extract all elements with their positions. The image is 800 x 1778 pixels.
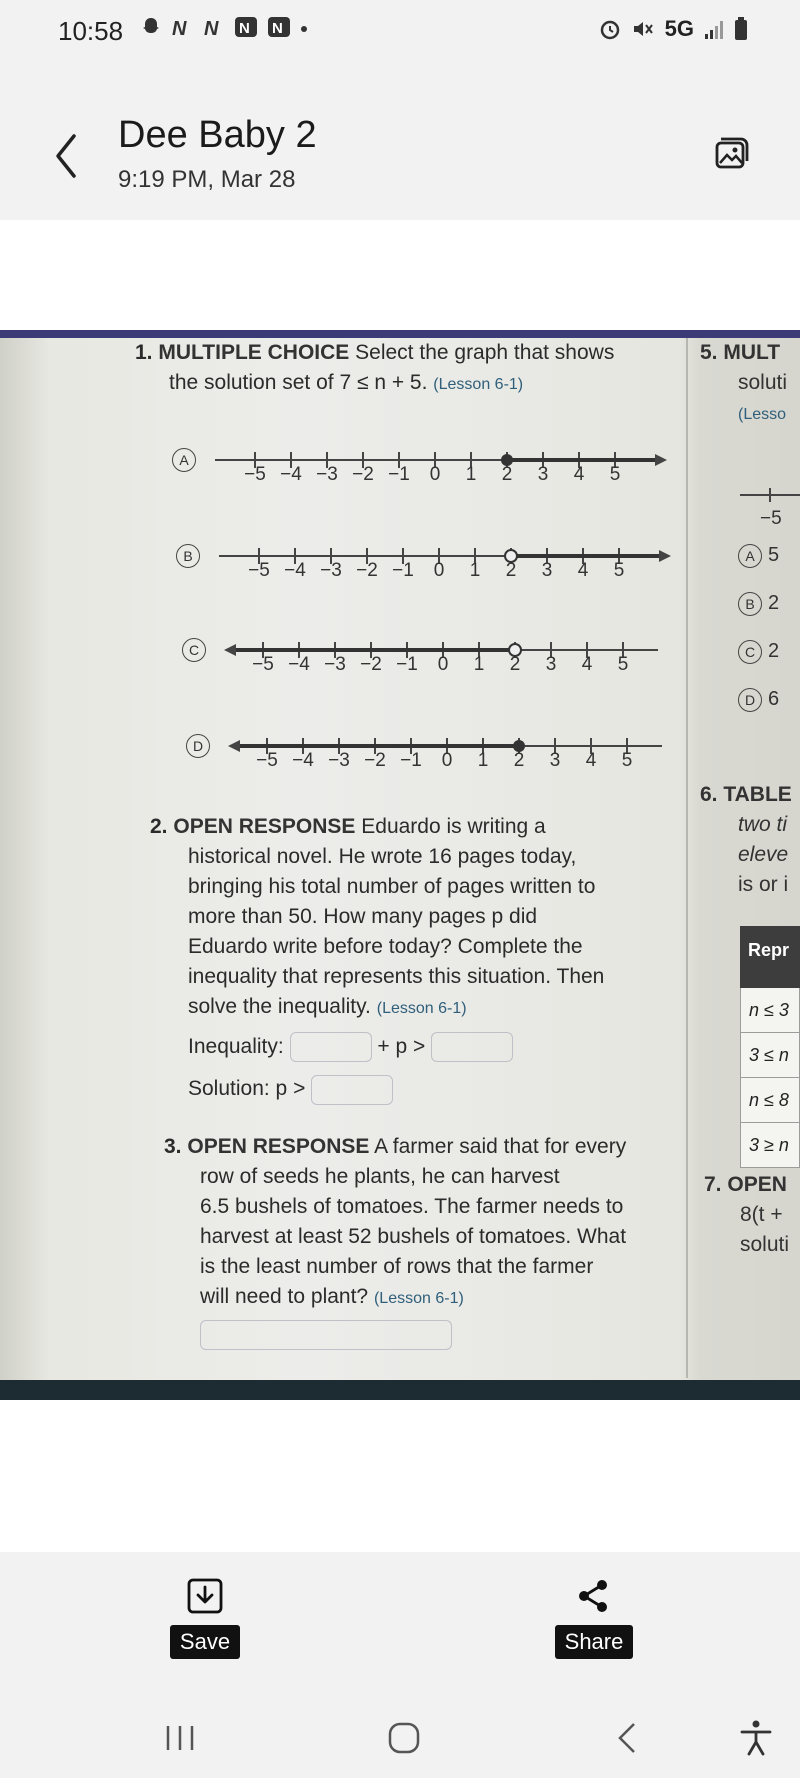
q6-table <box>740 926 800 1168</box>
photo-top-band <box>0 330 800 338</box>
question-kind: OPEN RESPONSE <box>187 1135 370 1158</box>
news-icon <box>170 16 194 38</box>
table-row[interactable]: n ≤ 8 <box>740 1078 800 1123</box>
bottom-action-bar <box>0 1552 800 1778</box>
gallery-icon[interactable] <box>710 134 750 174</box>
download-icon <box>185 1576 225 1616</box>
system-icons <box>599 16 748 42</box>
question-text: Select the graph that shows <box>355 341 615 364</box>
question-1 <box>135 338 675 400</box>
question-text: A farmer said that for every <box>374 1135 627 1158</box>
contact-name: Dee Baby 2 <box>118 114 317 156</box>
photo-bottom-band <box>0 1380 800 1400</box>
lesson-ref: (Lesson 6-1) <box>433 376 524 393</box>
system-nav-bar <box>0 1702 800 1778</box>
table-row[interactable]: 3 ≤ n <box>740 1033 800 1078</box>
table-row[interactable]: n ≤ 3 <box>740 988 800 1033</box>
worksheet-photo <box>0 330 800 1400</box>
question-text: is the least number of rows that the farmer <box>200 1255 594 1278</box>
tick-labels-d: −5 −4 −3 −2 −1 0 1 2 3 4 5 <box>256 750 633 771</box>
recent-apps-icon[interactable] <box>158 1716 202 1760</box>
choice-b-marker[interactable]: B <box>176 544 200 568</box>
table-row[interactable]: 3 ≥ n <box>740 1123 800 1168</box>
tick-labels-c: −5 −4 −3 −2 −1 0 1 2 3 4 5 <box>252 654 629 675</box>
tick-labels-a: −5 −4 −3 −2 −1 0 1 2 3 4 5 <box>244 464 621 485</box>
question-text: Eduardo write before today? Complete the <box>188 935 583 958</box>
tick-label-q5: −5 <box>760 508 782 529</box>
question-text: harvest at least 52 bushels of tomatoes. What <box>200 1225 627 1248</box>
question-text: row of seeds he plants, he can harvest <box>200 1165 560 1188</box>
news-icon <box>267 16 291 38</box>
back-icon[interactable] <box>606 1716 650 1760</box>
choice-d-marker[interactable]: D <box>186 734 210 758</box>
clock: 10:58 <box>58 16 124 46</box>
conversation-header <box>0 66 800 220</box>
question-kind: OPEN RESPONSE <box>173 815 356 838</box>
share-icon <box>574 1576 614 1616</box>
question-text: bringing his total number of pages written to <box>188 875 596 898</box>
share-button[interactable] <box>544 1576 644 1659</box>
image-viewer[interactable] <box>0 220 800 1552</box>
message-timestamp: 9:19 PM, Mar 28 <box>118 166 296 193</box>
save-label: Save <box>170 1625 240 1659</box>
news-icon <box>202 16 226 38</box>
inequality-label: Inequality: <box>188 1035 284 1058</box>
lesson-ref: (Lesson 6-1) <box>373 1290 464 1307</box>
number-line-q5 <box>740 480 800 510</box>
table-header: Repr <box>740 926 800 988</box>
inequality-blank-2[interactable] <box>431 1032 513 1062</box>
question-kind: MULTIPLE CHOICE <box>158 341 350 364</box>
question-text: solve the inequality. <box>188 995 371 1018</box>
svg-text:N: N <box>204 18 221 38</box>
svg-text:N: N <box>271 20 285 37</box>
choice-a-marker[interactable]: A <box>172 448 196 472</box>
home-icon[interactable] <box>382 1716 426 1760</box>
question-3 <box>164 1132 684 1350</box>
question-text: historical novel. He wrote 16 pages today, <box>188 845 577 868</box>
q5-choice-b[interactable]: B 2 <box>738 592 779 616</box>
inequality-blank-1[interactable] <box>290 1032 372 1062</box>
choice-c-marker[interactable]: C <box>182 638 206 662</box>
question-text: 6.5 bushels of tomatoes. The farmer needs to <box>200 1195 624 1218</box>
question-5-header: 5. MULT soluti (Lesso <box>700 341 788 423</box>
question-2 <box>150 812 670 1105</box>
alarm-icon <box>599 18 621 40</box>
question-text: the solution set of 7 ≤ n + 5. <box>169 371 428 394</box>
notification-icons <box>140 16 309 44</box>
question-text: inequality that represents this situation. Then <box>188 965 605 988</box>
svg-text:N: N <box>172 18 189 38</box>
share-label: Share <box>555 1625 634 1659</box>
question-text: Eduardo is writing a <box>361 815 546 838</box>
q5-choice-a[interactable]: A 5 <box>738 544 779 568</box>
signal-icon <box>704 18 724 40</box>
mute-icon <box>631 18 655 40</box>
question-6-header: 6. TABLE two ti eleve is or i <box>700 783 792 896</box>
lesson-ref: (Lesson 6-1) <box>376 1000 467 1017</box>
battery-icon <box>734 17 748 41</box>
svg-text:N: N <box>239 20 253 37</box>
save-button[interactable] <box>155 1576 255 1659</box>
news-icon <box>234 16 258 38</box>
question-number: 3. <box>164 1135 182 1158</box>
question-text: will need to plant? <box>200 1285 369 1308</box>
solution-blank[interactable] <box>311 1075 393 1105</box>
question-7-header: 7. OPEN 8(t + soluti <box>704 1173 790 1256</box>
question-number: 1. <box>135 341 153 364</box>
network-label: 5G <box>664 16 694 41</box>
inequality-operator: + p > <box>377 1035 426 1058</box>
solution-label: Solution: p > <box>188 1077 306 1101</box>
question-text: more than 50. How many pages p did <box>188 905 538 928</box>
tick-labels-b: −5 −4 −3 −2 −1 0 1 2 3 4 5 <box>248 560 625 581</box>
status-bar <box>0 0 800 66</box>
q5-choice-c[interactable]: C 2 <box>738 640 779 664</box>
column-divider <box>686 338 688 1378</box>
question-number: 2. <box>150 815 168 838</box>
snapchat-icon <box>140 16 162 38</box>
accessibility-icon[interactable] <box>734 1716 778 1760</box>
answer-blank[interactable] <box>200 1320 452 1350</box>
q5-choice-d[interactable]: D 6 <box>738 688 779 712</box>
back-arrow-icon[interactable] <box>46 126 86 186</box>
dot-icon <box>299 16 309 38</box>
